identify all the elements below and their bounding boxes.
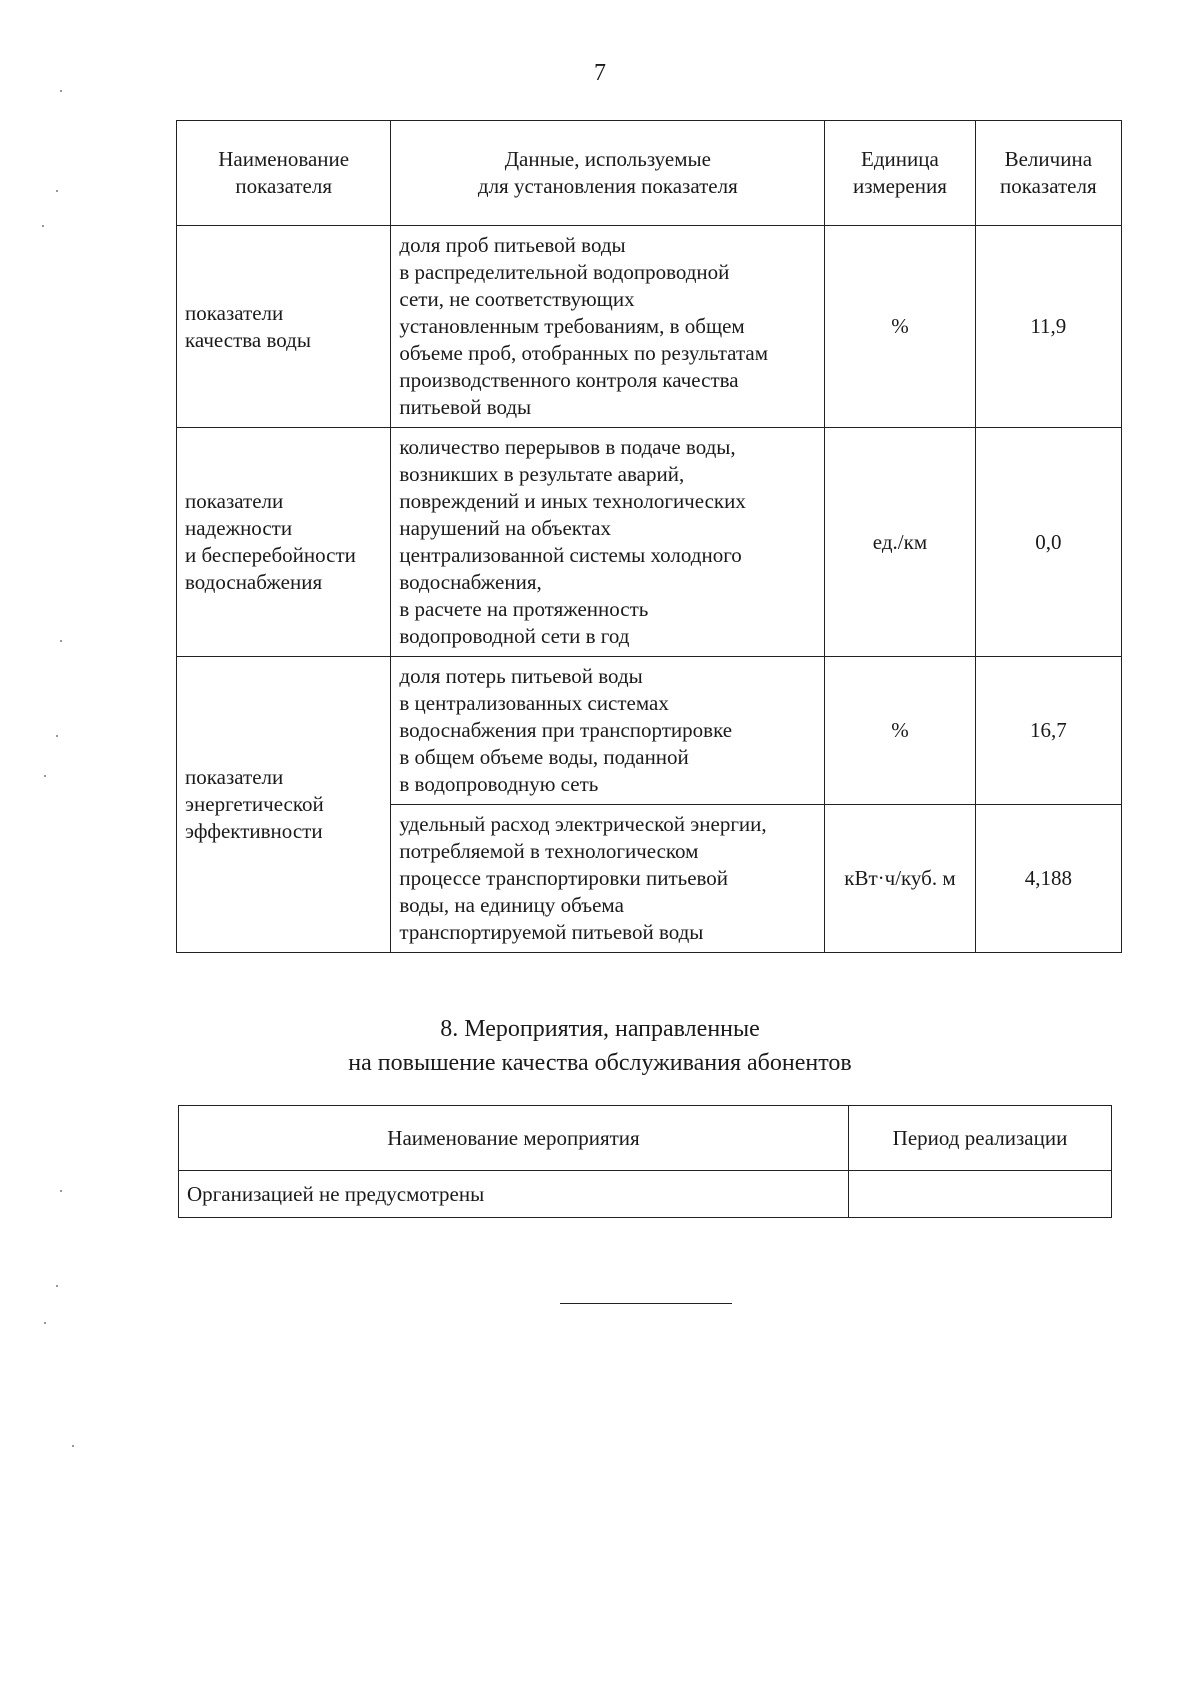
scan-speck	[60, 640, 62, 642]
end-divider	[560, 1303, 732, 1304]
indicator-value: 0,0	[975, 428, 1121, 657]
table-row	[179, 1171, 1112, 1218]
indicator-unit: ед./км	[825, 428, 975, 657]
header-value: Величина показателя	[975, 121, 1121, 226]
header-indicator-name: Наименование показателя	[177, 121, 391, 226]
table-header-row	[177, 121, 1122, 226]
section-title: 8. Мероприятия, направленные на повышение качества обслуживания абонентов	[348, 1016, 852, 1076]
scan-speck	[60, 90, 62, 92]
indicator-data: количество перерывов в подаче воды, возникших в результате аварий, повреждений и иных технологических нарушений на объектах централизованной системы холодного водоснабжения, в расчете на протяженность водопроводной сети в год	[391, 428, 825, 657]
header-period: Период реализации	[849, 1106, 1112, 1171]
scan-speck	[56, 190, 58, 192]
indicator-group-name: показатели энергетической эффективности	[177, 657, 391, 953]
measure-period	[849, 1171, 1112, 1218]
page-number: 7	[594, 60, 606, 86]
table-header-row	[179, 1106, 1112, 1171]
scan-speck	[72, 1445, 74, 1447]
indicator-unit: кВт·ч/куб. м	[825, 805, 975, 953]
scan-speck	[44, 1322, 46, 1324]
scan-speck	[42, 225, 44, 227]
table-row	[177, 657, 1122, 805]
scan-speck	[44, 775, 46, 777]
scan-speck	[56, 735, 58, 737]
header-measure-name: Наименование мероприятия	[179, 1106, 849, 1171]
header-unit: Единица измерения	[825, 121, 975, 226]
indicator-data: доля потерь питьевой воды в централизованных системах водоснабжения при транспортировке в общем объеме воды, поданной в водопроводную сеть	[391, 657, 825, 805]
indicator-data: удельный расход электрической энергии, потребляемой в технологическом процессе транспортировки питьевой воды, на единицу объема транспортируемой питьевой воды	[391, 805, 825, 953]
measures-table	[178, 1105, 1112, 1218]
indicator-group-name: показатели надежности и бесперебойности водоснабжения	[177, 428, 391, 657]
indicator-value: 4,188	[975, 805, 1121, 953]
table-row	[177, 226, 1122, 428]
indicator-value: 16,7	[975, 657, 1121, 805]
table-row	[177, 428, 1122, 657]
measure-name: Организацией не предусмотрены	[179, 1171, 849, 1218]
scan-speck	[56, 1285, 58, 1287]
header-indicator-data: Данные, используемые для установления показателя	[391, 121, 825, 226]
indicator-value: 11,9	[975, 226, 1121, 428]
indicator-data: доля проб питьевой воды в распределительной водопроводной сети, не соответствующих установленным требованиям, в общем объеме проб, отобранных по результатам производственного контроля качества питьевой воды	[391, 226, 825, 428]
scan-speck	[60, 1190, 62, 1192]
indicators-table	[176, 120, 1122, 953]
indicator-unit: %	[825, 657, 975, 805]
indicator-group-name: показатели качества воды	[177, 226, 391, 428]
indicator-unit: %	[825, 226, 975, 428]
